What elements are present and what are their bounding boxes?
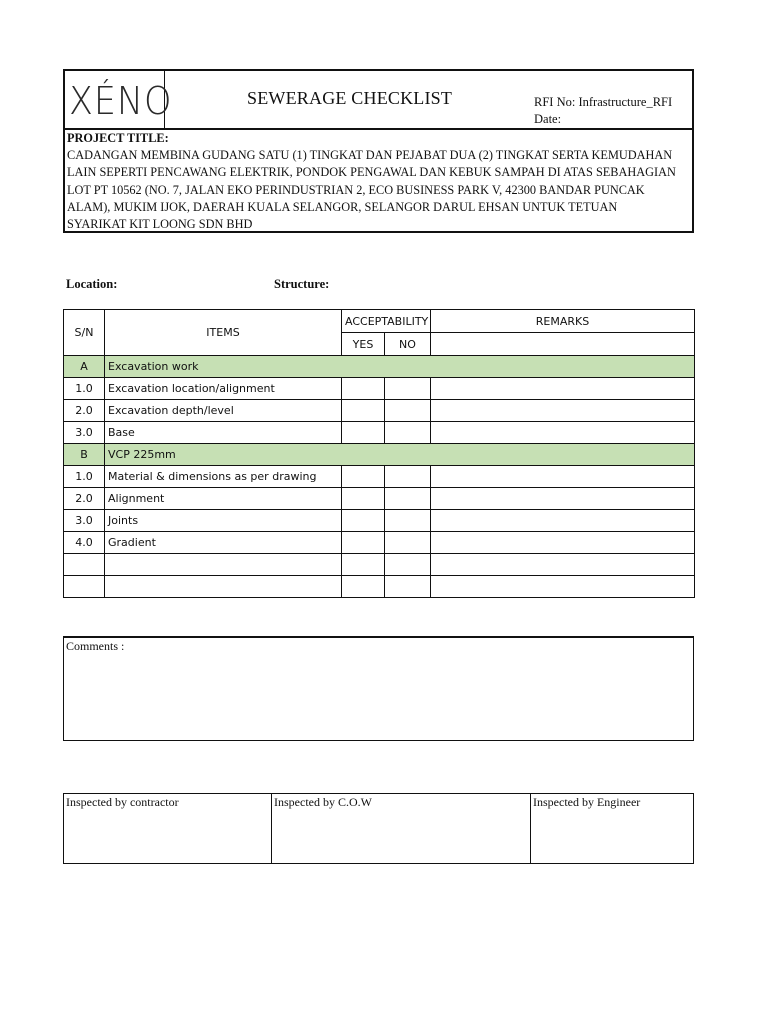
signature-block (63, 793, 694, 864)
project-title-line: LOT PT 10562 (NO. 7, JALAN EKO PERINDUSTRIAN 2, ECO BUSINESS PARK V, 42300 BANDAR PUNCAK (67, 182, 645, 197)
item-cell: Excavation depth/level (105, 400, 342, 422)
checklist-table (63, 309, 695, 598)
remarks-cell[interactable] (431, 400, 695, 422)
yes-header: YES (342, 333, 385, 356)
no-header: NO (385, 333, 431, 356)
no-cell[interactable] (385, 488, 431, 510)
item-cell: Gradient (105, 532, 342, 554)
items-header: ITEMS (105, 310, 342, 356)
remarks-cell[interactable] (431, 422, 695, 444)
engineer-signature-box[interactable] (531, 794, 693, 863)
remarks-cell[interactable] (431, 378, 695, 400)
no-cell[interactable] (385, 400, 431, 422)
table-row (64, 510, 695, 532)
item-cell: Material & dimensions as per drawing (105, 466, 342, 488)
no-cell[interactable] (385, 422, 431, 444)
item-cell: Base (105, 422, 342, 444)
section-title-cell: Excavation work (105, 356, 695, 378)
remarks-cell[interactable] (431, 488, 695, 510)
yes-cell[interactable] (342, 400, 385, 422)
no-cell[interactable] (385, 378, 431, 400)
yes-cell[interactable] (342, 576, 385, 598)
sn-cell: 4.0 (64, 532, 105, 554)
sn-cell (64, 576, 105, 598)
table-row (64, 576, 695, 598)
sn-cell (64, 554, 105, 576)
yes-cell[interactable] (342, 554, 385, 576)
project-title-block (67, 130, 687, 233)
sn-cell: 3.0 (64, 422, 105, 444)
no-cell[interactable] (385, 554, 431, 576)
company-logo: XÉNO (69, 79, 173, 123)
sn-cell: A (64, 356, 105, 378)
section-row (64, 356, 695, 378)
rfi-number: RFI No: Infrastructure_RFI (534, 95, 673, 109)
sn-cell: 1.0 (64, 378, 105, 400)
acceptability-header: ACCEPTABILITY (342, 310, 431, 333)
yes-cell[interactable] (342, 532, 385, 554)
table-row (64, 466, 695, 488)
sn-cell: 2.0 (64, 488, 105, 510)
yes-cell[interactable] (342, 466, 385, 488)
yes-cell[interactable] (342, 510, 385, 532)
item-cell: Joints (105, 510, 342, 532)
comments-label: Comments : (66, 639, 125, 653)
contractor-signature-label: Inspected by contractor (66, 795, 179, 809)
structure-label: Structure: (274, 277, 330, 291)
remarks-cell[interactable] (431, 576, 695, 598)
table-row (64, 378, 695, 400)
document-title: SEWERAGE CHECKLIST (247, 88, 453, 108)
project-title-line: CADANGAN MEMBINA GUDANG SATU (1) TINGKAT DAN PEJABAT DUA (2) TINGKAT SERTA KEMUDAHAN (67, 148, 673, 163)
cow-signature-box[interactable] (272, 794, 531, 863)
remarks-cell[interactable] (431, 466, 695, 488)
project-title-line: SYARIKAT KIT LOONG SDN BHD (67, 217, 253, 232)
yes-cell[interactable] (342, 422, 385, 444)
item-cell (105, 576, 342, 598)
remarks-header: REMARKS (431, 310, 695, 333)
checklist-body (64, 356, 695, 598)
remarks-cell[interactable] (431, 510, 695, 532)
section-title-cell: VCP 225mm (105, 444, 695, 466)
item-cell: Alignment (105, 488, 342, 510)
sn-cell: 1.0 (64, 466, 105, 488)
table-row (64, 532, 695, 554)
no-cell[interactable] (385, 532, 431, 554)
yes-cell[interactable] (342, 488, 385, 510)
comments-box[interactable] (63, 636, 694, 741)
cow-signature-label: Inspected by C.O.W (274, 795, 372, 809)
location-label: Location: (66, 277, 118, 291)
engineer-signature-label: Inspected by Engineer (533, 795, 641, 809)
sn-cell: 3.0 (64, 510, 105, 532)
date-label: Date: (534, 112, 562, 126)
table-row (64, 488, 695, 510)
item-cell (105, 554, 342, 576)
remarks-subheader (431, 333, 695, 356)
section-row (64, 444, 695, 466)
table-header-row (64, 310, 695, 333)
rfi-block (534, 94, 672, 128)
document-header (63, 69, 694, 233)
no-cell[interactable] (385, 510, 431, 532)
table-row (64, 554, 695, 576)
remarks-cell[interactable] (431, 532, 695, 554)
item-cell: Excavation location/alignment (105, 378, 342, 400)
table-row (64, 400, 695, 422)
sn-cell: B (64, 444, 105, 466)
remarks-cell[interactable] (431, 554, 695, 576)
yes-cell[interactable] (342, 378, 385, 400)
no-cell[interactable] (385, 576, 431, 598)
project-title-line: LAIN SEPERTI PENCAWANG ELEKTRIK, PONDOK PENGAWAL DAN KEBUK SAMPAH DI ATAS SEBAHAGIAN (67, 165, 676, 180)
sn-cell: 2.0 (64, 400, 105, 422)
contractor-signature-box[interactable] (64, 794, 272, 863)
project-title-label: PROJECT TITLE: (67, 131, 169, 145)
table-row (64, 422, 695, 444)
no-cell[interactable] (385, 466, 431, 488)
project-title-line: ALAM), MUKIM IJOK, DAERAH KUALA SELANGOR, SELANGOR DARUL EHSAN UNTUK TETUAN (67, 199, 618, 214)
sn-header: S/N (64, 310, 105, 356)
logo-cell (65, 71, 173, 128)
